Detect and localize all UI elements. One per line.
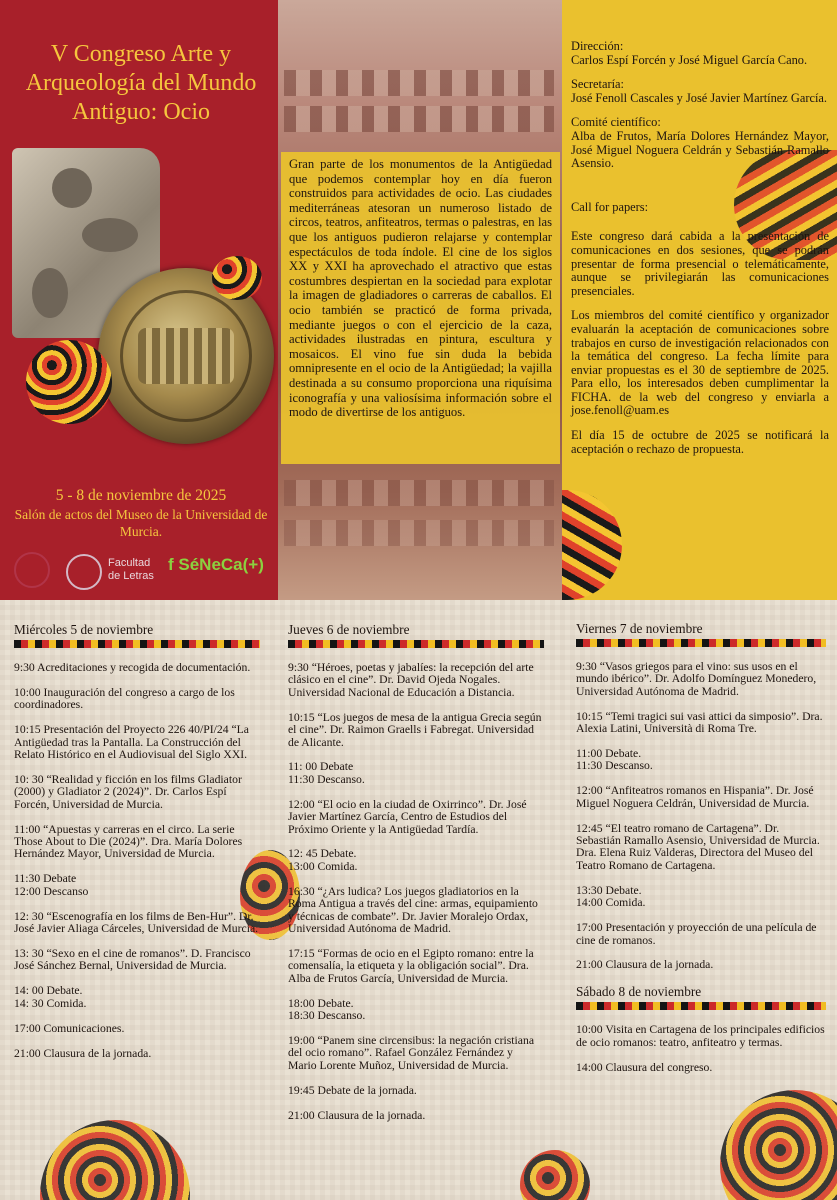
schedule-event: 10: 30 “Realidad y ficción en los films Gladiator (2000) y Gladiator 2 (2024)”. Dr. Carlos Espí Forcén, Universidad de Murcia. <box>14 772 242 811</box>
schedule-saturday <box>576 984 826 1074</box>
event-list <box>576 661 826 972</box>
schedule-event: 14: 00 Debate. 14: 30 Comida. <box>14 984 87 1010</box>
call-paragraph-3: El día 15 de octubre de 2025 se notificará la aceptación o rechazo de propuesta. <box>571 428 829 456</box>
schedule-event: 11:00 “Apuestas y carreras en el circo. La serie Those About to Die (2024)”. Dra. María Dolores Hernández Mayor, Universidad de Murcia. <box>14 822 243 861</box>
schedule-thursday <box>288 622 544 1134</box>
direccion-names: Carlos Espí Forcén y José Miguel García Cano. <box>571 52 808 67</box>
day-heading-stripe <box>14 640 260 648</box>
day-heading: Sábado 8 de noviembre <box>576 984 702 1000</box>
day-heading: Viernes 7 de noviembre <box>576 621 703 636</box>
event-list <box>288 662 544 1122</box>
comite-label: Comité científico: <box>571 115 661 130</box>
schedule-event: 11:00 Debate. 11:30 Descanso. <box>576 747 653 773</box>
schedule-event: 13:30 Debate. 14:00 Comida. <box>576 883 646 910</box>
schedule-event: 19:00 “Panem sine circensibus: la negación cristiana del ocio romano”. Rafael González Fernández y Mario Lorente Muñoz, Universidad de Murcia. <box>288 1033 535 1072</box>
decorative-wave-dots <box>212 256 262 300</box>
schedule-event: 12: 30 “Escenografía en los films de Ben-Hur”. Dr. José Javier Aliaga Cárceles, Universidad de Murcia. <box>14 909 259 936</box>
schedule-wednesday <box>14 622 260 1072</box>
schedule-event: 12: 45 Debate. 13:00 Comida. <box>288 847 358 873</box>
day-heading: Miércoles 5 de noviembre <box>14 622 154 637</box>
day-heading-stripe <box>576 639 826 647</box>
schedule-event: 12:00 “El ocio en la ciudad de Oxirrinco”. Dr. José Javier Martínez García, Centro de Estudios del Próximo Oriente y la Antigüedad Tardía. <box>288 797 527 836</box>
schedule-event: 12:00 “Anfiteatros romanos en Hispania”. Dr. José Miguel Noguera Celdrán, Universidad de Murcia. <box>576 784 814 810</box>
schedule-event: 12:45 “El teatro romano de Cartagena”. Dr. Sebastián Ramallo Asensio, Universidad de Murcia. Dra. Elena Ruiz Valderas, Directora del Museo del Teatro Romano de Cartagena. <box>576 821 820 872</box>
comite-names: Alba de Frutos, María Dolores Hernández Mayor, José Miguel Noguera Celdrán y Sebastián Ramallo Asensio. <box>571 128 829 171</box>
facultad-letras-label: Facultad de Letras <box>108 557 154 582</box>
decorative-wave-dots <box>26 340 112 424</box>
venue: Salón de actos del Museo de la Universidad de Murcia. <box>14 507 268 539</box>
direccion-block <box>571 40 829 67</box>
schedule-event: 21:00 Clausura de la jornada. <box>576 958 714 972</box>
schedule-friday <box>576 621 826 1087</box>
date-range: 5 - 8 de noviembre de 2025 <box>55 487 227 504</box>
intro-paragraph: Gran parte de los monumentos de la Antigüedad que podemos contemplar hoy en día fueron construidos para actividades de ocio. Las ciudades mediterráneas atesoran un numeroso listado de circos, teatros, anfiteatros, termas o palestras, en las que los antiguos pudieron relajarse y contemplar espectáculos de toda índole. El cine de los siglos XX y XXI ha aprovechado el atractivo que estas costumbres despiertan en la sociedad para explotar la imagen de gladiadores o carreras de caballos. El ocio también se practicó de forma privada, mediante juegos o con el ejercicio de la caza, actividades ilustradas en pintura, escultura y mosaicos. El vino fue sin duda la bebida omnipresente en el ocio de la Antigüedad; la vajilla destinada a su consumo proporciona una riquísima iconografía y una valiosísima información sobre el modo de divertirse de los antiguos. <box>289 157 552 420</box>
congress-title: V Congreso Arte y Arqueología del Mundo Antiguo: Ocio <box>25 41 257 125</box>
schedule-event: 10:15 “Los juegos de mesa de la antigua Grecia según el cine”. Dr. Raimon Graells i Fabregat. Universidad de Alicante. <box>288 710 542 749</box>
schedule-event: 10:00 Inauguración del congreso a cargo de los coordinadores. <box>14 685 235 712</box>
schedule-event: 14:00 Clausura del congreso. <box>576 1060 713 1074</box>
schedule-event: 10:15 “Temi tragici sui vasi attici da simposio”. Dra. Alexia Latini, Università di Roma Tre. <box>576 709 823 736</box>
direccion-label: Dirección: <box>571 39 624 53</box>
schedule-event: 16:30 “¿Ars ludica? Los juegos gladiatorios en la Roma Antigua a través del cine: armas, equipamiento y técnicas de combate”. Dr. Javier Moralejo Ordax, Universidad Autónoma de Madrid. <box>288 884 538 935</box>
schedule-event: 9:30 “Héroes, poetas y jabalíes: la recepción del arte clásico en el cine”. Dr. David Ojeda Nogales. Universidad Nacional de Educación a Distancia. <box>288 661 534 699</box>
schedule-event: 11: 00 Debate 11:30 Descanso. <box>288 760 365 786</box>
comite-block <box>571 116 829 170</box>
schedule-event: 17:00 Presentación y proyección de una película de cine de romanos. <box>576 921 817 947</box>
schedule-event: 13: 30 “Sexo en el cine de romanos”. D. Francisco José Sánchez Bernal, Universidad de Murcia. <box>14 947 251 973</box>
call-paragraph-1: Este congreso dará cabida a la presentación de comunicaciones en dos sesiones, que se podrán presentar de forma presencial o telemáticamente, aunque se privilegiarán las comunicaciones presenciales. <box>571 229 829 298</box>
day-heading: Jueves 6 de noviembre <box>288 622 410 637</box>
schedule-event: 9:30 Acreditaciones y recogida de documentación. <box>14 661 251 674</box>
organization-info <box>571 40 829 467</box>
schedule-event: 19:45 Debate de la jornada. <box>288 1083 417 1097</box>
schedule-event: 11:30 Debate 12:00 Descanso <box>14 872 89 898</box>
facultad-letras-logo <box>66 554 102 590</box>
event-list <box>14 662 260 1060</box>
secretaria-names: José Fenoll Cascales y José Javier Martínez García. <box>571 90 827 105</box>
schedule-event: 17:00 Comunicaciones. <box>14 1021 125 1035</box>
schedule-event: 21:00 Clausura de la jornada. <box>14 1046 152 1060</box>
event-list <box>576 1024 826 1074</box>
schedule-event: 9:30 “Vasos griegos para el vino: sus usos en el mundo ibérico”. Dr. Adolfo Domínguez Monedero, Universidad Autónoma de Madrid. <box>576 660 817 698</box>
schedule-event: 18:00 Debate. 18:30 Descanso. <box>288 996 366 1023</box>
call-for-papers-label: Call for papers: <box>571 199 649 214</box>
schedule-event: 10:15 Presentación del Proyecto 226 40/PI/24 “La Antigüedad tras la Pantalla. La Construcción del Relato Histórico en el Audiovisual del Siglo XXI. <box>14 723 249 762</box>
university-seal-logo <box>14 552 50 588</box>
schedule-event: 17:15 “Formas de ocio en el Egipto romano: entre la comensalía, la etiqueta y la obligación social”. Dra. Alba de Frutos García, Universidad de Murcia. <box>288 946 534 985</box>
secretaria-block <box>571 78 829 105</box>
day-heading-stripe <box>576 1002 826 1010</box>
schedule-event: 10:00 Visita en Cartagena de los principales edificios de ocio romanos: teatro, anfiteatro y termas. <box>576 1023 825 1049</box>
intro-text-box <box>281 152 560 464</box>
day-heading-stripe <box>288 640 544 648</box>
schedule-event: 21:00 Clausura de la jornada. <box>288 1108 426 1122</box>
secretaria-label: Secretaría: <box>571 77 624 92</box>
congress-dates <box>10 486 272 540</box>
seneca-logo: f SéNeCa(+) <box>168 555 264 574</box>
call-paragraph-2: Los miembros del comité científico y organizador evaluarán la aceptación de comunicaciones sobre trabajos en curso de investigación relacionados con la temática del congreso. La fecha límite para enviar propuestas es el 30 de septiembre de 2025. Para ello, los interesados deben cumplimentar la FICHA. de la web del congreso y enviarla a jose.fenoll@uam.es <box>571 308 829 418</box>
